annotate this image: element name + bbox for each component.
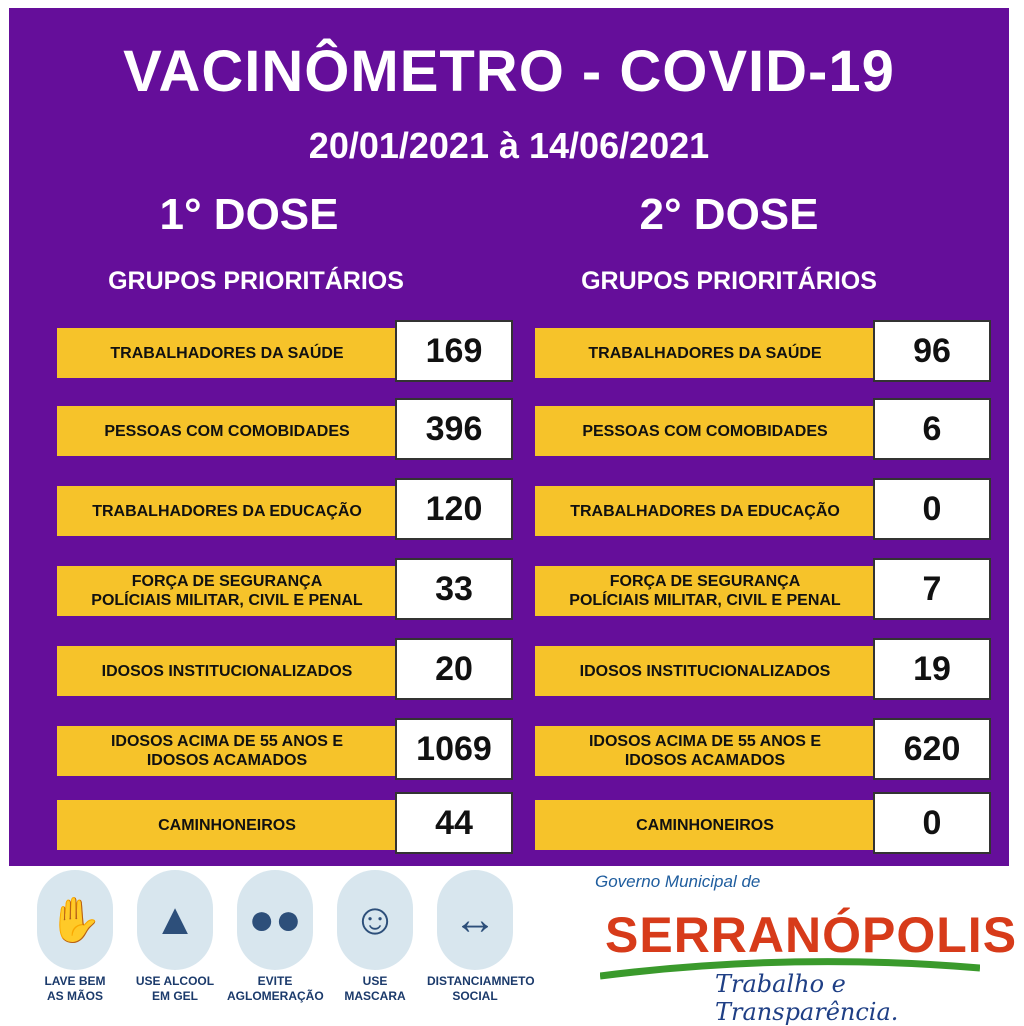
row-label: CAMINHONEIROS	[57, 800, 397, 850]
row-value: 33	[395, 558, 513, 620]
row-value: 0	[873, 478, 991, 540]
vaccine-panel	[9, 8, 1009, 866]
row-value: 620	[873, 718, 991, 780]
dose2-row-security	[535, 564, 995, 618]
dose1-row-institutionalized	[57, 644, 517, 698]
mask-icon: ☺	[337, 870, 413, 970]
dose1-row-security	[57, 564, 517, 618]
municipal-logo	[585, 868, 1018, 1026]
row-label: IDOSOS INSTITUCIONALIZADOS	[57, 646, 397, 696]
dose2-subtitle: GRUPOS PRIORITÁRIOS	[581, 267, 877, 295]
row-value: 120	[395, 478, 513, 540]
gel-bottle-icon: ▲	[137, 870, 213, 970]
row-label: FORÇA DE SEGURANÇA POLÍCIAIS MILITAR, CIVIL E PENAL	[57, 566, 397, 616]
dose1-row-elderly	[57, 724, 517, 778]
dose1-row-education	[57, 484, 517, 538]
row-label: TRABALHADORES DA EDUCAÇÃO	[535, 486, 875, 536]
row-label: TRABALHADORES DA SAÚDE	[535, 328, 875, 378]
row-value: 19	[873, 638, 991, 700]
dose1-row-truckers	[57, 798, 517, 852]
row-value: 1069	[395, 718, 513, 780]
row-value: 0	[873, 792, 991, 854]
row-value: 6	[873, 398, 991, 460]
row-label: PESSOAS COM COMOBIDADES	[535, 406, 875, 456]
footer-item-distance	[427, 870, 535, 1004]
row-value: 20	[395, 638, 513, 700]
crowd-icon: ●●	[237, 870, 313, 970]
row-value: 44	[395, 792, 513, 854]
dose2-row-comorbidities	[535, 404, 995, 458]
logo-slogan: Trabalho e Transparência.	[715, 970, 899, 1026]
dose2-row-truckers	[535, 798, 995, 852]
row-label: TRABALHADORES DA SAÚDE	[57, 328, 397, 378]
row-label: IDOSOS ACIMA DE 55 ANOS E IDOSOS ACAMADOS	[57, 726, 397, 776]
dose1-row-health	[57, 326, 517, 380]
row-label: CAMINHONEIROS	[535, 800, 875, 850]
footer-caption: USE MASCARA	[344, 974, 406, 1003]
page-title: VACINÔMETRO - COVID-19	[123, 39, 895, 104]
row-label: IDOSOS ACIMA DE 55 ANOS E IDOSOS ACAMADOS	[535, 726, 875, 776]
footer-banner	[0, 868, 1024, 1024]
dose1-row-comorbidities	[57, 404, 517, 458]
footer-caption: LAVE BEM AS MÃOS	[44, 974, 106, 1003]
row-value: 169	[395, 320, 513, 382]
distance-icon: ↔	[437, 870, 513, 970]
footer-caption: USE ALCOOL EM GEL	[135, 974, 215, 1003]
dose2-row-institutionalized	[535, 644, 995, 698]
dose2-title: 2° DOSE	[639, 190, 819, 239]
row-label: PESSOAS COM COMOBIDADES	[57, 406, 397, 456]
row-value: 96	[873, 320, 991, 382]
hand-wash-icon: ✋	[37, 870, 113, 970]
footer-caption: EVITE AGLOMERAÇÃO	[227, 974, 324, 1003]
footer-caption: DISTANCIAMNETO SOCIAL	[427, 974, 535, 1003]
dose2-row-education	[535, 484, 995, 538]
footer-item-crowd	[227, 870, 323, 1004]
dose2-row-elderly	[535, 724, 995, 778]
footer-item-gel	[127, 870, 223, 1004]
date-range: 20/01/2021 à 14/06/2021	[308, 125, 710, 166]
row-label: IDOSOS INSTITUCIONALIZADOS	[535, 646, 875, 696]
row-label: FORÇA DE SEGURANÇA POLÍCIAIS MILITAR, CIVIL E PENAL	[535, 566, 875, 616]
dose1-title: 1° DOSE	[159, 190, 339, 239]
footer-item-hand-wash	[27, 870, 123, 1004]
dose2-row-health	[535, 326, 995, 380]
row-value: 7	[873, 558, 991, 620]
row-value: 396	[395, 398, 513, 460]
row-label: TRABALHADORES DA EDUCAÇÃO	[57, 486, 397, 536]
logo-name: SERRANÓPOLIS	[605, 907, 1018, 963]
footer-item-mask	[327, 870, 423, 1004]
logo-top-text: Governo Municipal de	[595, 872, 761, 891]
dose1-subtitle: GRUPOS PRIORITÁRIOS	[108, 267, 404, 295]
